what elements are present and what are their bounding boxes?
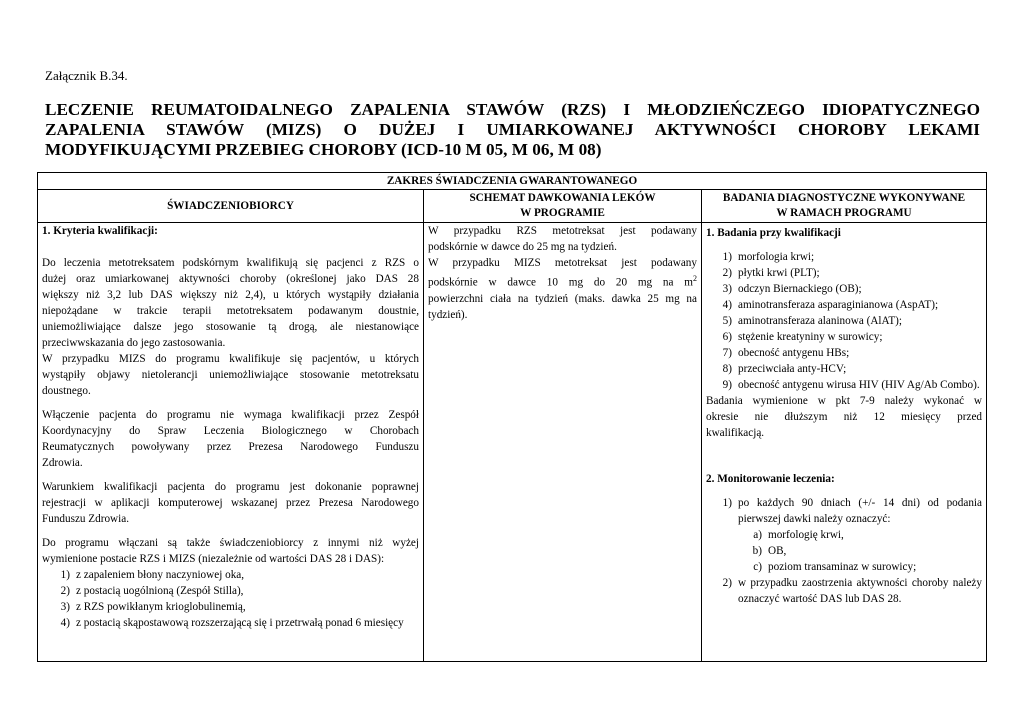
list-item: 1) morfologia krwi; <box>722 251 815 263</box>
program-table <box>37 172 987 662</box>
paragraph-mtx-qualification <box>42 255 419 399</box>
paragraph-no-team-qualification <box>42 407 419 471</box>
text-line: Funduszu Zdrowia. <box>42 513 130 525</box>
list-item: 3) z RZS powikłanym krioglobulinemią, <box>60 601 246 613</box>
text-line: Zdrowia. <box>42 457 83 469</box>
dosage-text <box>428 223 697 323</box>
paragraph-other-forms <box>42 535 419 567</box>
list-item: 6) stężenie kreatyniny w surowicy; <box>722 331 883 343</box>
list-item: 2) z postacią uogólnioną (Zespół Stilla), <box>60 585 244 597</box>
list-item: b) OB, <box>752 545 787 557</box>
superscript: 2 <box>693 274 697 283</box>
monitoring-item-text: po każdych 90 dniach (+/- 14 dni) od podania pierwszej dawki należy oznaczyć: <box>738 497 982 525</box>
text-line: Badania wymienione w pkt 7-9 należy wykonać w <box>706 395 982 407</box>
monitoring-item-text: w przypadku zaostrzenia aktywności choroby należy oznaczyć wartość DAS lub DAS 28. <box>738 577 982 605</box>
title-line: MODYFIKUJĄCYMI PRZEBIEG CHOROBY (ICD-10 M 05, M 06, M 08) <box>45 140 602 159</box>
list-item: 1) po każdych 90 dniach (+/- 14 dni) od podania pierwszej dawki należy oznaczyć: a) morfologię krwi, b) OB, c) poziom transaminaz w surowicy; <box>722 497 982 573</box>
beneficiaries-cell <box>38 223 424 662</box>
list-item: a) morfologię krwi, <box>753 529 844 541</box>
tests-note <box>706 393 982 441</box>
text-line: powierzchni ciała na tydzień (maks. dawka 25 mg na <box>428 292 697 305</box>
list-item: c) poziom transaminaz w surowicy; <box>753 561 917 573</box>
col-header-dosage <box>424 190 702 223</box>
text-line: Reumatycznych powoływany przez Prezesa Narodowego Funduszu <box>42 441 419 453</box>
text-line: Do leczenia metotreksatem podskórnym kwalifikują się pacjenci z RZS o <box>42 257 419 269</box>
text-line: tydzień). <box>428 308 468 321</box>
text-line: przeciwwskazania do jego zastosowania. <box>42 337 226 349</box>
col-header-diagnostics-line: BADANIA DIAGNOSTYCZNE WYKONYWANE <box>722 192 966 204</box>
text-line: rejestracji w aplikacji komputerowej wskazanej przez Prezesa Narodowego <box>42 497 419 509</box>
text-line: dużej oraz umiarkowanej aktywności choroby (określonej jako DAS 28 <box>42 273 419 285</box>
list-item: 5) aminotransferaza alaninowa (AlAT); <box>722 315 903 327</box>
text-line: niepożądane w trakcie terapii metotreksatem podawanym doustnie, <box>42 305 419 317</box>
text-line: wystąpiły objawy nietolerancji uniemożliwiające stosowanie metotreksatu <box>42 369 419 381</box>
monitoring-heading: 2. Monitorowanie leczenia: <box>706 473 835 485</box>
text-line: Do programu włączani są także świadczeniobiorcy z innymi niż wyżej <box>42 537 419 549</box>
list-item: 3) odczyn Biernackiego (OB); <box>722 283 862 295</box>
text-line: Włączenie pacjenta do programu nie wymaga kwalifikacji przez Zespół <box>42 409 419 421</box>
col-header-diagnostics-line: W RAMACH PROGRAMU <box>776 207 912 219</box>
diagnostics-cell <box>702 223 987 662</box>
list-item: 1) z zapaleniem błony naczyniowej oka, <box>60 569 245 581</box>
text-line: okresie nie dłuższym niż 12 miesięcy przed <box>706 411 982 423</box>
text-line: podskórnie w dawce do 25 mg na tydzień. <box>428 241 617 253</box>
monitoring-list <box>706 495 982 607</box>
col-header-dosage-line: W PROGRAMIE <box>520 207 605 219</box>
list-item: 4) z postacią skąpostawową rozszerzającą się i przetrwałą ponad 6 miesięcy <box>60 617 404 629</box>
text-line: podskórnie w dawce 10 mg do 20 mg na $m^2$ <box>428 274 697 289</box>
text-line: kwalifikacją. <box>706 427 765 439</box>
list-item: 2) płytki krwi (PLT); <box>722 267 820 279</box>
col-header-dosage-line: SCHEMAT DAWKOWANIA LEKÓW <box>469 192 656 204</box>
qualification-tests-list <box>706 249 982 393</box>
title-line: ZAPALENIA STAWÓW (MIZS) O DUŻEJ I UMIARKOWANEJ AKTYWNOŚCI CHOROBY LEKAMI <box>45 120 980 139</box>
list-item: 2) w przypadku zaostrzenia aktywności choroby należy oznaczyć wartość DAS lub DAS 28. <box>722 577 982 605</box>
text-line: W przypadku RZS metotreksat jest podawany <box>428 225 697 237</box>
text-line: doustnego. <box>42 385 91 397</box>
other-forms-list <box>42 567 419 631</box>
table-main-header: ZAKRES ŚWIADCZENIA GWARANTOWANEGO <box>38 173 987 190</box>
qualification-tests-heading: 1. Badania przy kwalifikacji <box>706 227 841 239</box>
text-line: W przypadku MIZS do programu kwalifikuje się pacjentów, u których <box>42 353 419 365</box>
list-item: 4) aminotransferaza asparaginianowa (AspAT); <box>722 299 939 311</box>
text-line: większy niż 3,2 lub DAS większy niż 2,4), u których wystąpiły działania <box>42 289 419 301</box>
text-line: Koordynacyjny do Spraw Leczenia Biologicznego w Chorobach <box>42 425 419 437</box>
paragraph-registration <box>42 479 419 527</box>
list-item: 9) obecność antygenu wirusa HIV (HIV Ag/Ab Combo). <box>722 379 980 391</box>
annex-label: Załącznik B.34. <box>45 68 128 83</box>
qualification-heading: 1. Kryteria kwalifikacji: <box>42 225 158 237</box>
document-title <box>45 100 980 160</box>
list-item: 7) obecność antygenu HBs; <box>722 347 850 359</box>
title-line: LECZENIE REUMATOIDALNEGO ZAPALENIA STAWÓW (RZS) I MŁODZIEŃCZEGO IDIOPATYCZNEGO <box>45 100 980 119</box>
text-line: uniemożliwiające dalsze jego stosowanie tą drogą, ale niestanowiące <box>42 321 419 333</box>
text-line: Warunkiem kwalifikacji pacjenta do programu jest dokonanie poprawnej <box>42 481 419 493</box>
text-line: W przypadku MIZS metotreksat jest podawany <box>428 257 697 269</box>
col-header-diagnostics <box>702 190 987 223</box>
list-item: 8) przeciwciała anty-HCV; <box>722 363 847 375</box>
text-line: wymienione postacie RZS i MIZS (niezależnie od wartości DAS 28 i DAS): <box>42 553 385 565</box>
monitoring-sublist <box>738 527 982 575</box>
dosage-cell <box>424 223 702 662</box>
col-header-beneficiaries: ŚWIADCZENIOBIORCY <box>38 190 424 223</box>
